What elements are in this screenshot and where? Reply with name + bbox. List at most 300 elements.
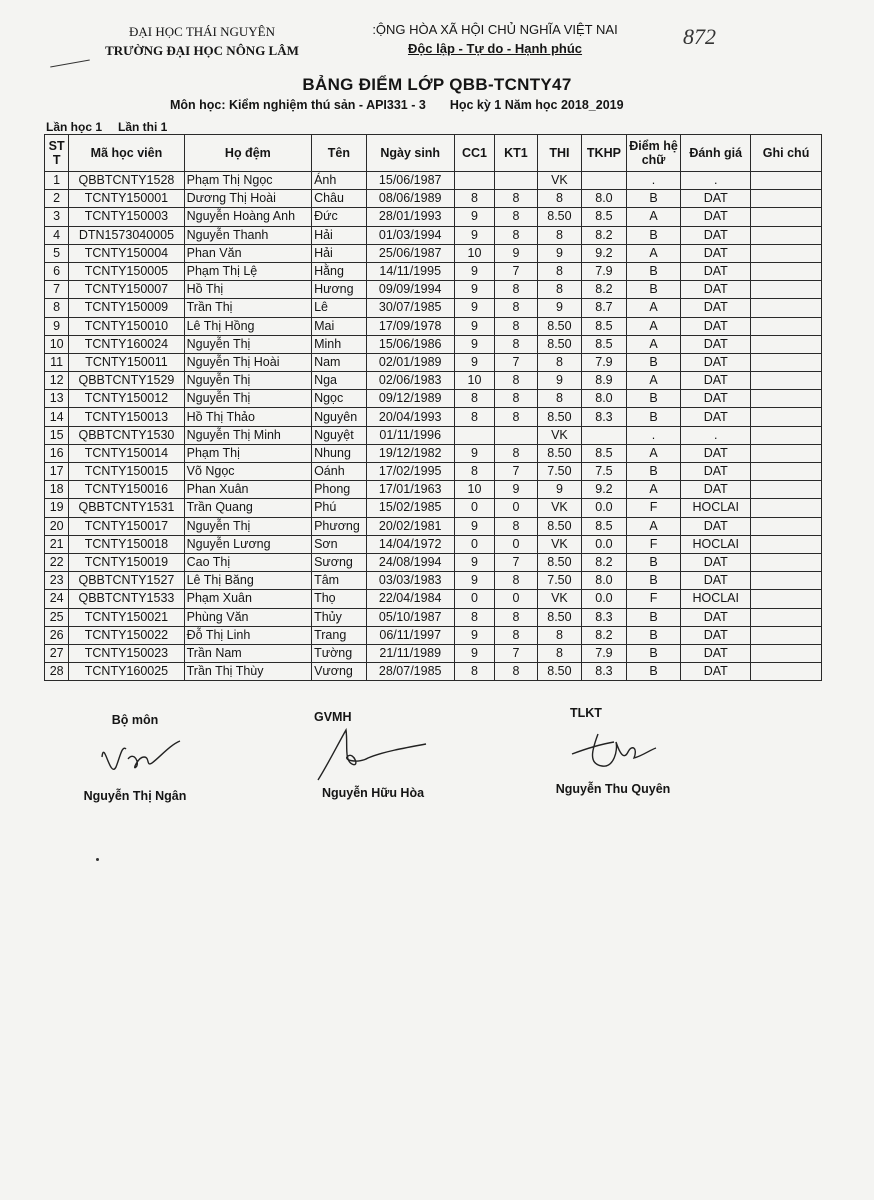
row-tkhp-cell: 8.5	[582, 208, 627, 226]
row-student-id-cell: TCNTY160025	[69, 663, 184, 681]
row-stt-cell: 27	[45, 644, 69, 662]
row-given-name-cell: Hải	[312, 226, 367, 244]
row-evaluation-cell: HOCLAI	[681, 590, 751, 608]
row-notes-cell	[751, 353, 822, 371]
signature-mark-icon	[80, 727, 190, 787]
row-student-id-cell: TCNTY150009	[69, 299, 184, 317]
row-kt1-cell: 8	[495, 572, 537, 590]
row-stt-cell: 14	[45, 408, 69, 426]
row-cc1-cell: 9	[454, 644, 494, 662]
row-student-id-cell: TCNTY150004	[69, 244, 184, 262]
row-given-name-cell: Phong	[312, 481, 367, 499]
row-letter-grade-cell: B	[626, 553, 681, 571]
row-student-id-cell: TCNTY150003	[69, 208, 184, 226]
row-student-id-cell: TCNTY150005	[69, 262, 184, 280]
row-surname-cell: Trần Thị Thùy	[184, 663, 311, 681]
row-notes-cell	[751, 572, 822, 590]
table-row	[45, 608, 822, 626]
school-name: TRƯỜNG ĐẠI HỌC NÔNG LÂM	[105, 43, 299, 58]
row-kt1-cell: 8	[495, 390, 537, 408]
row-given-name-cell: Thủy	[312, 608, 367, 626]
row-tkhp-cell: 9.2	[582, 244, 627, 262]
row-birthdate-cell: 22/04/1984	[366, 590, 454, 608]
row-evaluation-cell: DAT	[681, 335, 751, 353]
row-stt-cell: 9	[45, 317, 69, 335]
table-row	[45, 517, 822, 535]
table-row	[45, 572, 822, 590]
row-kt1-cell: 9	[495, 481, 537, 499]
row-tkhp-cell: 7.9	[582, 353, 627, 371]
row-tkhp-cell	[582, 426, 627, 444]
row-thi-cell: VK	[537, 499, 582, 517]
header-cc1: CC1	[454, 135, 494, 172]
row-cc1-cell: 9	[454, 281, 494, 299]
row-tkhp-cell: 7.5	[582, 463, 627, 481]
row-notes-cell	[751, 226, 822, 244]
national-header	[350, 20, 640, 58]
row-birthdate-cell: 08/06/1989	[366, 190, 454, 208]
header-stt: ST T	[45, 135, 69, 172]
row-kt1-cell: 8	[495, 281, 537, 299]
row-cc1-cell	[454, 426, 494, 444]
row-kt1-cell: 8	[495, 299, 537, 317]
row-cc1-cell: 9	[454, 553, 494, 571]
row-evaluation-cell: DAT	[681, 299, 751, 317]
row-thi-cell: 8.50	[537, 408, 582, 426]
row-cc1-cell: 9	[454, 444, 494, 462]
row-given-name-cell: Mai	[312, 317, 367, 335]
row-surname-cell: Nguyễn Lương	[184, 535, 311, 553]
row-kt1-cell: 8	[495, 663, 537, 681]
table-header-row	[45, 135, 822, 172]
row-letter-grade-cell: A	[626, 208, 681, 226]
header-student-id: Mã học viên	[69, 135, 184, 172]
term-info: Học kỳ 1 Năm học 2018_2019	[449, 98, 624, 112]
row-surname-cell: Phùng Văn	[184, 608, 311, 626]
row-surname-cell: Phan Xuân	[184, 481, 311, 499]
row-letter-grade-cell: B	[626, 262, 681, 280]
header-evaluation: Đánh giá	[681, 135, 751, 172]
row-given-name-cell: Nam	[312, 353, 367, 371]
row-notes-cell	[751, 262, 822, 280]
row-birthdate-cell: 17/09/1978	[366, 317, 454, 335]
row-cc1-cell: 8	[454, 608, 494, 626]
row-evaluation-cell: DAT	[681, 372, 751, 390]
row-student-id-cell: TCNTY150012	[69, 390, 184, 408]
table-row	[45, 626, 822, 644]
header-thi: THI	[537, 135, 582, 172]
row-cc1-cell: 0	[454, 499, 494, 517]
row-evaluation-cell: DAT	[681, 517, 751, 535]
table-row	[45, 281, 822, 299]
document-title: BẢNG ĐIỂM LỚP QBB-TCNTY47	[302, 75, 572, 94]
row-kt1-cell: 7	[495, 262, 537, 280]
row-stt-cell: 5	[45, 244, 69, 262]
row-thi-cell: 9	[537, 299, 582, 317]
row-letter-grade-cell: A	[626, 335, 681, 353]
row-birthdate-cell: 02/01/1989	[366, 353, 454, 371]
row-thi-cell: VK	[537, 172, 582, 190]
row-stt-cell: 8	[45, 299, 69, 317]
row-evaluation-cell: HOCLAI	[681, 535, 751, 553]
row-tkhp-cell: 8.7	[582, 299, 627, 317]
row-surname-cell: Phạm Thị Ngọc	[184, 172, 311, 190]
row-notes-cell	[751, 590, 822, 608]
row-tkhp-cell: 0.0	[582, 590, 627, 608]
row-birthdate-cell: 01/11/1996	[366, 426, 454, 444]
row-cc1-cell: 9	[454, 262, 494, 280]
row-surname-cell: Trần Nam	[184, 644, 311, 662]
row-tkhp-cell: 8.5	[582, 335, 627, 353]
row-kt1-cell: 8	[495, 190, 537, 208]
signature-name: Nguyễn Thị Ngân	[83, 789, 187, 803]
header-kt1: KT1	[495, 135, 537, 172]
row-stt-cell: 3	[45, 208, 69, 226]
row-cc1-cell	[454, 172, 494, 190]
row-evaluation-cell: DAT	[681, 208, 751, 226]
row-evaluation-cell: DAT	[681, 262, 751, 280]
row-letter-grade-cell: A	[626, 244, 681, 262]
row-stt-cell: 7	[45, 281, 69, 299]
row-birthdate-cell: 15/06/1986	[366, 335, 454, 353]
row-thi-cell: 8	[537, 353, 582, 371]
row-surname-cell: Dương Thị Hoài	[184, 190, 311, 208]
row-given-name-cell: Minh	[312, 335, 367, 353]
row-birthdate-cell: 20/04/1993	[366, 408, 454, 426]
row-cc1-cell: 9	[454, 208, 494, 226]
row-notes-cell	[751, 299, 822, 317]
row-cc1-cell: 10	[454, 372, 494, 390]
row-cc1-cell: 9	[454, 226, 494, 244]
table-row	[45, 663, 822, 681]
row-thi-cell: 9	[537, 372, 582, 390]
row-stt-cell: 10	[45, 335, 69, 353]
row-student-id-cell: TCNTY150010	[69, 317, 184, 335]
row-given-name-cell: Oánh	[312, 463, 367, 481]
row-thi-cell: 9	[537, 481, 582, 499]
row-notes-cell	[751, 281, 822, 299]
row-surname-cell: Nguyễn Hoàng Anh	[184, 208, 311, 226]
row-student-id-cell: TCNTY150019	[69, 553, 184, 571]
row-notes-cell	[751, 208, 822, 226]
row-kt1-cell: 8	[495, 626, 537, 644]
table-row	[45, 226, 822, 244]
row-kt1-cell: 8	[495, 408, 537, 426]
row-letter-grade-cell: F	[626, 499, 681, 517]
row-stt-cell: 22	[45, 553, 69, 571]
row-notes-cell	[751, 244, 822, 262]
row-notes-cell	[751, 608, 822, 626]
signature-tlkt	[528, 706, 698, 806]
row-notes-cell	[751, 426, 822, 444]
row-letter-grade-cell: B	[626, 608, 681, 626]
row-thi-cell: 8	[537, 262, 582, 280]
row-letter-grade-cell: A	[626, 481, 681, 499]
row-given-name-cell: Lê	[312, 299, 367, 317]
table-row	[45, 208, 822, 226]
row-stt-cell: 12	[45, 372, 69, 390]
row-given-name-cell: Vương	[312, 663, 367, 681]
row-given-name-cell: Đức	[312, 208, 367, 226]
pen-stroke	[50, 60, 90, 68]
row-thi-cell: 7.50	[537, 572, 582, 590]
row-student-id-cell: QBBTCNTY1533	[69, 590, 184, 608]
row-evaluation-cell: DAT	[681, 444, 751, 462]
row-student-id-cell: TCNTY150021	[69, 608, 184, 626]
table-row	[45, 317, 822, 335]
table-row	[45, 499, 822, 517]
row-birthdate-cell: 17/01/1963	[366, 481, 454, 499]
row-birthdate-cell: 06/11/1997	[366, 626, 454, 644]
row-tkhp-cell: 8.2	[582, 281, 627, 299]
row-birthdate-cell: 19/12/1982	[366, 444, 454, 462]
signature-mark-icon	[558, 720, 678, 780]
row-evaluation-cell: DAT	[681, 226, 751, 244]
row-stt-cell: 28	[45, 663, 69, 681]
row-student-id-cell: QBBTCNTY1531	[69, 499, 184, 517]
university-name: ĐẠI HỌC THÁI NGUYÊN	[129, 24, 275, 39]
table-row	[45, 353, 822, 371]
row-evaluation-cell: DAT	[681, 190, 751, 208]
row-given-name-cell: Sơn	[312, 535, 367, 553]
row-student-id-cell: QBBTCNTY1530	[69, 426, 184, 444]
row-letter-grade-cell: A	[626, 299, 681, 317]
row-birthdate-cell: 28/01/1993	[366, 208, 454, 226]
row-birthdate-cell: 03/03/1983	[366, 572, 454, 590]
row-stt-cell: 21	[45, 535, 69, 553]
row-tkhp-cell: 7.9	[582, 644, 627, 662]
row-notes-cell	[751, 335, 822, 353]
row-notes-cell	[751, 553, 822, 571]
row-notes-cell	[751, 626, 822, 644]
row-given-name-cell: Nguyên	[312, 408, 367, 426]
row-stt-cell: 20	[45, 517, 69, 535]
row-stt-cell: 13	[45, 390, 69, 408]
row-cc1-cell: 8	[454, 663, 494, 681]
row-surname-cell: Võ Ngọc	[184, 463, 311, 481]
row-evaluation-cell: DAT	[681, 244, 751, 262]
row-student-id-cell: TCNTY150018	[69, 535, 184, 553]
row-kt1-cell	[495, 426, 537, 444]
scan-speck	[96, 858, 99, 861]
signature-role: Bộ môn	[111, 713, 159, 727]
row-cc1-cell: 9	[454, 572, 494, 590]
row-student-id-cell: TCNTY160024	[69, 335, 184, 353]
row-letter-grade-cell: .	[626, 426, 681, 444]
row-student-id-cell: DTN1573040005	[69, 226, 184, 244]
table-row	[45, 463, 822, 481]
row-surname-cell: Phạm Thị Lệ	[184, 262, 311, 280]
row-notes-cell	[751, 499, 822, 517]
row-letter-grade-cell: B	[626, 390, 681, 408]
table-row	[45, 262, 822, 280]
row-evaluation-cell: .	[681, 426, 751, 444]
row-surname-cell: Phan Văn	[184, 244, 311, 262]
row-letter-grade-cell: .	[626, 172, 681, 190]
row-notes-cell	[751, 372, 822, 390]
grades-table-body	[45, 172, 822, 681]
row-birthdate-cell: 01/03/1994	[366, 226, 454, 244]
row-kt1-cell: 8	[495, 517, 537, 535]
row-birthdate-cell: 02/06/1983	[366, 372, 454, 390]
row-stt-cell: 11	[45, 353, 69, 371]
row-surname-cell: Trần Quang	[184, 499, 311, 517]
row-student-id-cell: QBBTCNTY1528	[69, 172, 184, 190]
row-notes-cell	[751, 317, 822, 335]
table-row	[45, 244, 822, 262]
row-notes-cell	[751, 644, 822, 662]
row-thi-cell: 8.50	[537, 444, 582, 462]
row-tkhp-cell: 8.5	[582, 444, 627, 462]
row-evaluation-cell: HOCLAI	[681, 499, 751, 517]
row-birthdate-cell: 09/12/1989	[366, 390, 454, 408]
row-kt1-cell: 8	[495, 226, 537, 244]
row-thi-cell: 8	[537, 626, 582, 644]
course-name: Môn học: Kiểm nghiệm thú sản - API331 - 3	[170, 98, 426, 112]
row-birthdate-cell: 28/07/1985	[366, 663, 454, 681]
row-tkhp-cell: 0.0	[582, 535, 627, 553]
row-birthdate-cell: 20/02/1981	[366, 517, 454, 535]
row-notes-cell	[751, 408, 822, 426]
row-kt1-cell: 8	[495, 335, 537, 353]
row-given-name-cell: Phương	[312, 517, 367, 535]
row-kt1-cell: 7	[495, 463, 537, 481]
row-cc1-cell: 9	[454, 353, 494, 371]
row-surname-cell: Hồ Thị Thảo	[184, 408, 311, 426]
row-notes-cell	[751, 663, 822, 681]
row-student-id-cell: TCNTY150007	[69, 281, 184, 299]
row-given-name-cell: Châu	[312, 190, 367, 208]
attempt-line	[46, 120, 167, 134]
row-letter-grade-cell: B	[626, 626, 681, 644]
row-notes-cell	[751, 517, 822, 535]
row-letter-grade-cell: B	[626, 281, 681, 299]
row-notes-cell	[751, 172, 822, 190]
row-evaluation-cell: DAT	[681, 572, 751, 590]
header-notes: Ghi chú	[751, 135, 822, 172]
row-birthdate-cell: 15/06/1987	[366, 172, 454, 190]
row-kt1-cell	[495, 172, 537, 190]
row-cc1-cell: 0	[454, 535, 494, 553]
row-thi-cell: 8	[537, 390, 582, 408]
row-thi-cell: 8.50	[537, 663, 582, 681]
row-letter-grade-cell: A	[626, 372, 681, 390]
row-stt-cell: 19	[45, 499, 69, 517]
row-student-id-cell: TCNTY150016	[69, 481, 184, 499]
row-given-name-cell: Thọ	[312, 590, 367, 608]
signature-role: TLKT	[570, 706, 602, 720]
row-surname-cell: Cao Thị	[184, 553, 311, 571]
row-kt1-cell: 8	[495, 608, 537, 626]
row-birthdate-cell: 25/06/1987	[366, 244, 454, 262]
row-thi-cell: 8.50	[537, 317, 582, 335]
row-tkhp-cell: 8.5	[582, 317, 627, 335]
row-cc1-cell: 9	[454, 317, 494, 335]
row-letter-grade-cell: B	[626, 663, 681, 681]
row-student-id-cell: QBBTCNTY1529	[69, 372, 184, 390]
row-given-name-cell: Nguyệt	[312, 426, 367, 444]
row-surname-cell: Phạm Xuân	[184, 590, 311, 608]
row-cc1-cell: 10	[454, 244, 494, 262]
table-row	[45, 444, 822, 462]
row-thi-cell: 8.50	[537, 335, 582, 353]
row-surname-cell: Nguyễn Thị	[184, 372, 311, 390]
row-given-name-cell: Sương	[312, 553, 367, 571]
row-thi-cell: 9	[537, 244, 582, 262]
row-stt-cell: 26	[45, 626, 69, 644]
row-letter-grade-cell: F	[626, 590, 681, 608]
row-birthdate-cell: 15/02/1985	[366, 499, 454, 517]
row-kt1-cell: 9	[495, 244, 537, 262]
table-row	[45, 644, 822, 662]
row-tkhp-cell: 8.2	[582, 226, 627, 244]
row-thi-cell: 8.50	[537, 517, 582, 535]
row-surname-cell: Đỗ Thị Linh	[184, 626, 311, 644]
row-evaluation-cell: .	[681, 172, 751, 190]
signature-role: GVMH	[314, 710, 352, 724]
row-given-name-cell: Hương	[312, 281, 367, 299]
signature-name: Nguyễn Hữu Hòa	[321, 786, 425, 800]
row-cc1-cell: 9	[454, 626, 494, 644]
row-birthdate-cell: 17/02/1995	[366, 463, 454, 481]
row-student-id-cell: TCNTY150023	[69, 644, 184, 662]
row-kt1-cell: 7	[495, 553, 537, 571]
row-thi-cell: VK	[537, 590, 582, 608]
row-stt-cell: 23	[45, 572, 69, 590]
row-evaluation-cell: DAT	[681, 553, 751, 571]
row-notes-cell	[751, 535, 822, 553]
row-kt1-cell: 8	[495, 208, 537, 226]
row-student-id-cell: TCNTY150001	[69, 190, 184, 208]
row-evaluation-cell: DAT	[681, 317, 751, 335]
row-kt1-cell: 7	[495, 353, 537, 371]
signature-mark-icon	[308, 724, 438, 784]
row-birthdate-cell: 30/07/1985	[366, 299, 454, 317]
row-stt-cell: 1	[45, 172, 69, 190]
row-surname-cell: Nguyễn Thị	[184, 517, 311, 535]
table-row	[45, 390, 822, 408]
row-evaluation-cell: DAT	[681, 481, 751, 499]
row-stt-cell: 4	[45, 226, 69, 244]
table-row	[45, 553, 822, 571]
row-letter-grade-cell: B	[626, 572, 681, 590]
row-surname-cell: Nguyễn Thanh	[184, 226, 311, 244]
row-tkhp-cell: 8.3	[582, 663, 627, 681]
row-thi-cell: 8.50	[537, 553, 582, 571]
row-thi-cell: VK	[537, 535, 582, 553]
row-evaluation-cell: DAT	[681, 408, 751, 426]
course-line	[170, 98, 624, 112]
row-evaluation-cell: DAT	[681, 626, 751, 644]
header-letter-grade: Điểm hệ chữ	[626, 135, 681, 172]
row-cc1-cell: 0	[454, 590, 494, 608]
row-letter-grade-cell: B	[626, 644, 681, 662]
row-tkhp-cell	[582, 172, 627, 190]
table-row	[45, 535, 822, 553]
row-tkhp-cell: 8.2	[582, 626, 627, 644]
table-row	[45, 590, 822, 608]
row-given-name-cell: Ánh	[312, 172, 367, 190]
row-letter-grade-cell: B	[626, 353, 681, 371]
row-letter-grade-cell: B	[626, 226, 681, 244]
row-cc1-cell: 9	[454, 517, 494, 535]
row-given-name-cell: Trang	[312, 626, 367, 644]
table-row	[45, 172, 822, 190]
row-evaluation-cell: DAT	[681, 390, 751, 408]
row-notes-cell	[751, 444, 822, 462]
row-letter-grade-cell: B	[626, 463, 681, 481]
row-cc1-cell: 9	[454, 335, 494, 353]
